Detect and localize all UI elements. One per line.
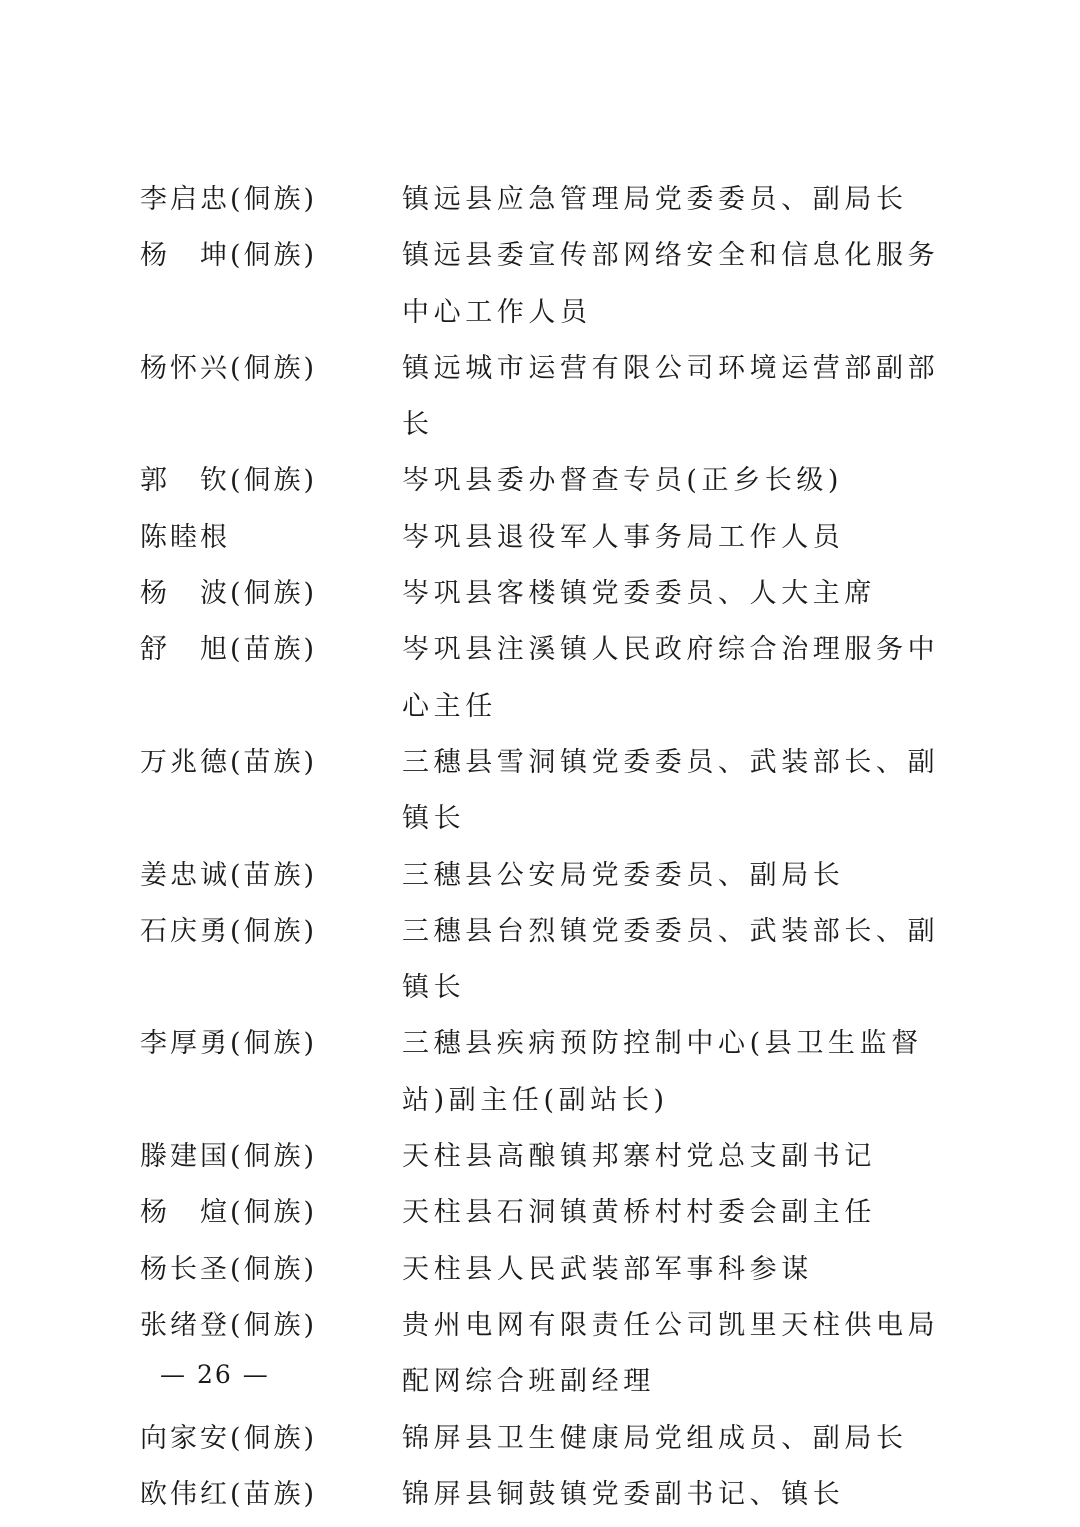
list-item [140,172,960,228]
person-name: 舒 旭(苗族) [140,634,318,666]
person-name: 杨怀兴(侗族) [140,352,318,384]
person-name: 张绪登(侗族) [140,1309,318,1341]
person-title: 镇远城市运营有限公司环境运营部副部长 [402,352,940,441]
person-title: 贵州电网有限责任公司凯里天柱供电局配网综合班副经理 [402,1309,940,1398]
person-title: 镇远县委宣传部网络安全和信息化服务中心工作人员 [402,240,940,328]
person-name: 石庆勇(侗族) [140,915,318,947]
list-item [140,735,960,848]
person-name: 姜忠诚(苗族) [140,859,318,891]
person-title: 三穗县疾病预防控制中心(县卫生监督站)副主任(副站长) [402,1028,923,1116]
person-name: 陈睦根 [140,521,230,553]
list-item [140,1129,960,1185]
personnel-list [140,172,960,1523]
person-name: 滕建国(侗族) [140,1141,318,1173]
person-name: 杨 煊(侗族) [140,1197,318,1229]
person-name: 杨 坤(侗族) [140,240,318,272]
person-title: 天柱县石洞镇黄桥村村委会副主任 [402,1197,876,1229]
list-item [140,1242,960,1298]
person-title: 三穗县台烈镇党委委员、武装部长、副镇长 [402,915,940,1004]
person-title: 岑巩县委办督查专员(正乡长级) [402,465,844,497]
person-name: 万兆德(苗族) [140,746,318,778]
page-number: — 26 — [160,1360,270,1389]
person-name: 欧伟红(苗族) [140,1478,318,1510]
person-name: 郭 钦(侗族) [140,465,318,497]
person-title: 天柱县高酿镇邦寨村党总支副书记 [402,1141,876,1173]
list-item [140,1467,960,1523]
person-title: 天柱县人民武装部军事科参谋 [402,1253,813,1285]
person-title: 岑巩县注溪镇人民政府综合治理服务中心主任 [402,634,940,722]
person-name: 杨长圣(侗族) [140,1253,318,1285]
person-title: 锦屏县铜鼓镇党委副书记、镇长 [402,1478,845,1510]
person-title: 岑巩县退役军人事务局工作人员 [402,521,845,553]
list-item [140,453,960,509]
person-title: 镇远县应急管理局党委委员、副局长 [402,184,908,215]
person-title: 岑巩县客楼镇党委委员、人大主席 [402,578,876,610]
person-name: 李启忠(侗族) [140,184,318,215]
list-item [140,228,960,341]
list-item [140,1411,960,1467]
list-item [140,1016,960,1129]
list-item [140,904,960,1017]
list-item [140,566,960,622]
person-name: 杨 波(侗族) [140,578,318,610]
list-item [140,848,960,904]
person-title: 锦屏县卫生健康局党组成员、副局长 [402,1422,908,1454]
person-name: 李厚勇(侗族) [140,1028,318,1060]
person-name: 向家安(侗族) [140,1422,318,1454]
list-item [140,341,960,454]
person-title: 三穗县公安局党委委员、副局长 [402,859,845,891]
list-item [140,622,960,735]
list-item [140,1185,960,1241]
list-item [140,510,960,566]
person-title: 三穗县雪洞镇党委委员、武装部长、副镇长 [402,746,940,835]
